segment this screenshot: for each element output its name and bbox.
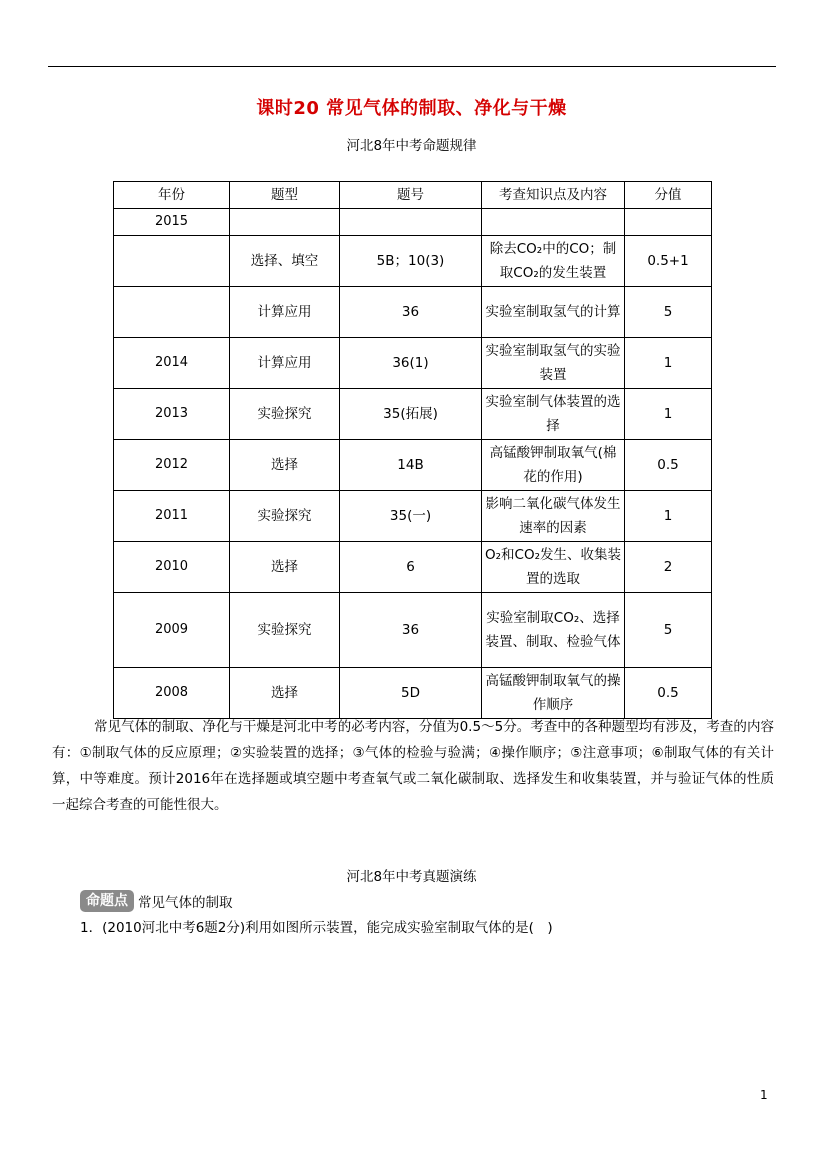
cell-score: 5 (625, 593, 712, 668)
topic-heading (80, 890, 233, 912)
cell-type: 计算应用 (230, 338, 340, 389)
table-row (114, 440, 712, 491)
cell-type: 选择 (230, 542, 340, 593)
cell-year: 2011 (114, 491, 230, 542)
cell-year: 2015 (114, 209, 230, 236)
cell-type: 选择、填空 (230, 236, 340, 287)
cell-year: 2014 (114, 338, 230, 389)
cell-type: 实验探究 (230, 491, 340, 542)
cell-score: 2 (625, 542, 712, 593)
cell-content: 高锰酸钾制取氧气(棉花的作用) (482, 440, 625, 491)
table-row (114, 491, 712, 542)
header-content: 考查知识点及内容 (482, 182, 625, 209)
cell-number: 6 (340, 542, 482, 593)
cell-score: 5 (625, 287, 712, 338)
cell-content: 除去CO₂中的CO；制取CO₂的发生装置 (482, 236, 625, 287)
cell-number: 35(拓展) (340, 389, 482, 440)
header-number: 题号 (340, 182, 482, 209)
cell-score: 1 (625, 491, 712, 542)
table-row (114, 593, 712, 668)
cell-content: 实验室制取氢气的计算 (482, 287, 625, 338)
summary-paragraph: 常见气体的制取、净化与干燥是河北中考的必考内容，分值为0.5～5分。考查中的各种题型均有涉及，考查的内容有：①制取气体的反应原理；②实验装置的选择；③气体的检验与验满；④操作顺序；⑤注意事项；⑥制取气体的有关计算，中等难度。预计2016年在选择题或填空题中考查氧气或二氧化碳制取、选择发生和收集装置，并与验证气体的性质一起综合考查的可能性很大。 (52, 719, 774, 813)
table-row (114, 236, 712, 287)
cell-year (114, 236, 230, 287)
cell-number: 35(一) (340, 491, 482, 542)
cell-content: 实验室制气体装置的选择 (482, 389, 625, 440)
topic-badge: 命题点 (80, 890, 134, 912)
cell-type: 实验探究 (230, 389, 340, 440)
question-1: 1．(2010河北中考6题2分)利用如图所示装置，能完成实验室制取气体的是( ) (80, 920, 553, 936)
cell-number: 14B (340, 440, 482, 491)
table-row (114, 209, 712, 236)
exam-pattern-table (113, 181, 712, 719)
cell-type (230, 209, 340, 236)
cell-number: 36 (340, 593, 482, 668)
cell-year: 2010 (114, 542, 230, 593)
page-title: 课时20 常见气体的制取、净化与干燥 (256, 98, 567, 119)
header-year: 年份 (114, 182, 230, 209)
cell-number: 5B；10(3) (340, 236, 482, 287)
cell-year (114, 287, 230, 338)
cell-year: 2012 (114, 440, 230, 491)
table-header-row (114, 182, 712, 209)
cell-year: 2009 (114, 593, 230, 668)
cell-year: 2008 (114, 668, 230, 719)
cell-number: 5D (340, 668, 482, 719)
cell-type: 实验探究 (230, 593, 340, 668)
topic-label: 常见气体的制取 (138, 895, 233, 911)
cell-score (625, 209, 712, 236)
header-type: 题型 (230, 182, 340, 209)
header-rule (48, 66, 776, 67)
cell-score: 1 (625, 389, 712, 440)
cell-score: 0.5 (625, 668, 712, 719)
cell-type: 选择 (230, 440, 340, 491)
cell-content (482, 209, 625, 236)
cell-type: 选择 (230, 668, 340, 719)
section-title: 河北8年中考真题演练 (346, 869, 477, 885)
table-row (114, 287, 712, 338)
cell-content: 高锰酸钾制取氧气的操作顺序 (482, 668, 625, 719)
cell-score: 1 (625, 338, 712, 389)
cell-content: 实验室制取CO₂、选择装置、制取、检验气体 (482, 593, 625, 668)
cell-number: 36(1) (340, 338, 482, 389)
cell-year: 2013 (114, 389, 230, 440)
cell-type: 计算应用 (230, 287, 340, 338)
table-row (114, 338, 712, 389)
cell-number: 36 (340, 287, 482, 338)
page-number: 1 (760, 1088, 768, 1102)
cell-content: O₂和CO₂发生、收集装置的选取 (482, 542, 625, 593)
header-score: 分值 (625, 182, 712, 209)
table-row (114, 389, 712, 440)
cell-score: 0.5+1 (625, 236, 712, 287)
cell-content: 实验室制取氢气的实验装置 (482, 338, 625, 389)
table-row (114, 668, 712, 719)
table-row (114, 542, 712, 593)
table-caption: 河北8年中考命题规律 (346, 138, 477, 154)
cell-content: 影响二氧化碳气体发生速率的因素 (482, 491, 625, 542)
cell-number (340, 209, 482, 236)
cell-score: 0.5 (625, 440, 712, 491)
